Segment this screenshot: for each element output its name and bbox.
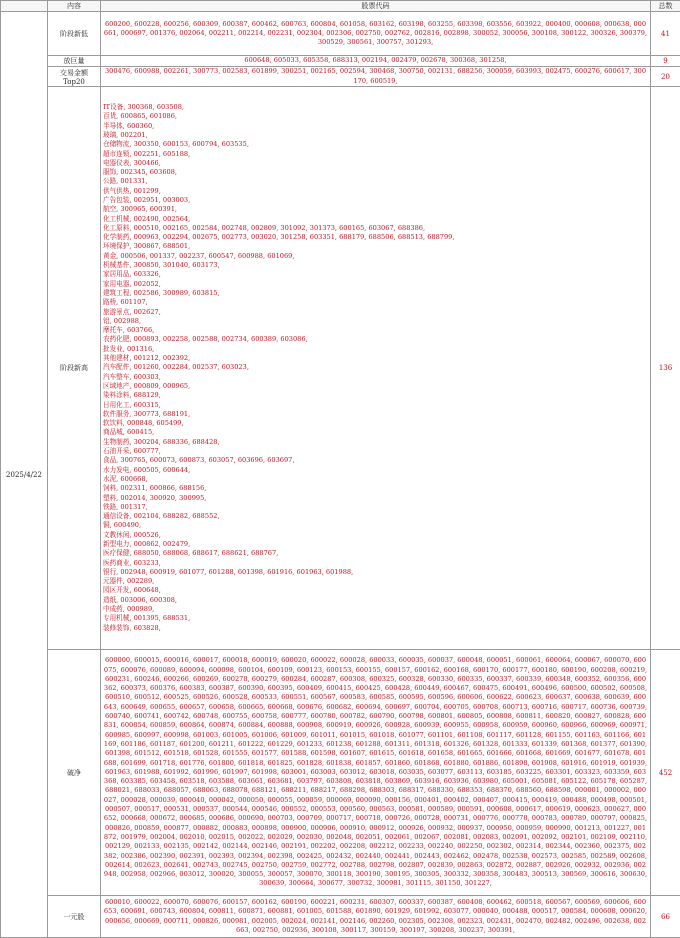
- row-count: 20: [651, 67, 680, 87]
- sector-line: 家居用品, 603326,: [103, 270, 648, 279]
- table-row: [1, 896, 680, 938]
- sector-line: 家用电器, 002052,: [103, 280, 648, 289]
- sector-line: 汽车整车, 600303,: [103, 373, 648, 382]
- table-row: [1, 12, 680, 56]
- row-count: 9: [651, 56, 680, 67]
- sector-line: 食品, 300765, 600073, 600873, 603057, 603696, 603697,: [103, 456, 648, 465]
- sector-line: 元器件, 002289,: [103, 577, 648, 586]
- sector-line: 其他建材, 001212, 002392,: [103, 354, 648, 363]
- row-label: 阶段新高: [48, 87, 101, 650]
- sector-line: 化工机械, 002490, 002564,: [103, 215, 648, 224]
- sector-line: 石油开采, 600777,: [103, 447, 648, 456]
- sector-line: 中成药, 000989,: [103, 605, 648, 614]
- sector-line: 文教休闲, 000526,: [103, 531, 648, 540]
- sector-line: 广告包装, 002951, 003003,: [103, 196, 648, 205]
- sector-line: 水力发电, 600505, 600644,: [103, 466, 648, 475]
- sector-line: 软饮料, 000848, 605499,: [103, 419, 648, 428]
- row-label: 交易金额Top20: [48, 67, 101, 87]
- sector-line: 化学制药, 000963, 002294, 002675, 002773, 003020, 301258, 603351, 688179, 688506, 688513, 688799,: [103, 233, 648, 242]
- sector-line: 软件服务, 300773, 688191,: [103, 410, 648, 419]
- sector-line: 路桥, 601107,: [103, 298, 648, 307]
- sector-line: 机械基件, 300850, 301040, 603173,: [103, 261, 648, 270]
- row-count: 136: [651, 87, 680, 650]
- sector-line: 区域地产, 000809, 000965,: [103, 382, 648, 391]
- row-codes: 600010, 600022, 600070, 600076, 600157, 600162, 600190, 600221, 600231, 600307, 600337, 600387, 600408, 600462, 600518, 600567, 600569, 600606, 600653, 600691, 600743, 600804, 600811, 600871, 600881, 601005, 601588, 601890, 601929, 601992, 603077, 000040, 000488, 000517, 000584, 000608, 000620, 000656, 000669, 000711, 000826, 000981, 002005, 002024, 002141, 002146, 002260, 002305, 002308, 002323, 002431, 002470, 002482, 002496, 002638, 002663, 002750, 002936, 300108, 300117, 300159, 300197, 300208, 300237, 300391,: [101, 896, 651, 938]
- sector-line: 装修装饰, 603828,: [103, 624, 648, 633]
- sector-line: 铝, 002988,: [103, 317, 648, 326]
- sector-line: 旅游景点, 002627,: [103, 308, 648, 317]
- sector-line: 水泥, 600668,: [103, 475, 648, 484]
- row-codes: 600200, 600228, 600256, 600309, 600387, 600462, 600763, 600804, 601058, 603162, 603198, 603255, 603398, 603556, 603922, 000400, 000608, 000638, 000661, 000697, 001376, 002064, 002211, 002214, 002231, 002304, 002306, 002750, 002762, 002816, 002898, 300052, 300056, 300108, 300122, 300326, 300379, 300529, 300561, 300757, 301293,: [101, 12, 651, 56]
- row-codes-list: [101, 87, 651, 650]
- sector-line: 生物制药, 300204, 688336, 688428,: [103, 438, 648, 447]
- row-codes: 600000, 600015, 600016, 600017, 600018, 600019, 600020, 600022, 600028, 600033, 600035, 600037, 600048, 600051, 600061, 600064, 600067, 600070, 600075, 600076, 600089, 600094, 600098, 600104, 600109, 600123, 600153, 600155, 600157, 600162, 600168, 600170, 600177, 600180, 600190, 600208, 600219, 600231, 600246, 600266, 600269, 600278, 600279, 600284, 600287, 600308, 600325, 600328, 600330, 600335, 600337, 600339, 600348, 600352, 600356, 600362, 600373, 600376, 600383, 600387, 600390, 600395, 600409, 600415, 600425, 600428, 600449, 600467, 600475, 600491, 600496, 600500, 600502, 600508, 600510, 600512, 600525, 600526, 600528, 600533, 600551, 600567, 600583, 600585, 600595, 600596, 600606, 600622, 600623, 600637, 600638, 600639, 600643, 600649, 600655, 600657, 600658, 600665, 600668, 600676, 600682, 600694, 600697, 600704, 600705, 600708, 600713, 600716, 600717, 600736, 600739, 600740, 600741, 600742, 600748, 600755, 600758, 600777, 600780, 600782, 600790, 600798, 600801, 600805, 600808, 600811, 600820, 600827, 600828, 600831, 600854, 600859, 600864, 600874, 600884, 600888, 600908, 600919, 600926, 600928, 600939, 600955, 600958, 600959, 600960, 600966, 600969, 600971, 600985, 600997, 600998, 601003, 601005, 601006, 601009, 601011, 601015, 601018, 601077, 601101, 601108, 601117, 601128, 601155, 601163, 601166, 601169, 601186, 601187, 601200, 601211, 601222, 601229, 601233, 601238, 601288, 601311, 601318, 601326, 601328, 601333, 601339, 601368, 601377, 601390, 601398, 601512, 601518, 601528, 601555, 601577, 601588, 601598, 601607, 601615, 601618, 601658, 601665, 601666, 601668, 601669, 601677, 601678, 601688, 601699, 601718, 601776, 601800, 601818, 601825, 601828, 601838, 601857, 601860, 601868, 601880, 601886, 601898, 601908, 601916, 601919, 601939, 601963, 601988, 601992, 601996, 601997, 601998, 603001, 603003, 603012, 603018, 603035, 603077, 603113, 603185, 603225, 603301, 603323, 603359, 603368, 603385, 603458, 603518, 603588, 603661, 603681, 603797, 603808, 603818, 603869, 603916, 603936, 603980, 605001, 605081, 605122, 605178, 605287, 688021, 688033, 688057, 688063, 688078, 688121, 688211, 688217, 688298, 688303, 688317, 688330, 688353, 688370, 688560, 688598, 000001, 000002, 000027, 000028, 000039, 000040, 000042, 000050, 000055, 000059, 000069, 000090, 000156, 000401, 000402, 000407, 000415, 000419, 000488, 000498, 000501, 000507, 000517, 000531, 000537, 000544, 000546, 000552, 000553, 000560, 000563, 000581, 000589, 000591, 000608, 000617, 000619, 000623, 000627, 000652, 000668, 000672, 000685, 000686, 000690, 000703, 000709, 000717, 000718, 000726, 000728, 000731, 000776, 000778, 000783, 000789, 000797, 000825, 000826, 000859, 000877, 000882, 000883, 000898, 000900, 000906, 000910, 000912, 000926, 000932, 000937, 000950, 000959, 000990, 001213, 001227, 001872, 001979, 002004, 002010, 002015, 002022, 002029, 002030, 002048, 002051, 002061, 002067, 002081, 002083, 002091, 002092, 002101, 002109, 002110, 002129, 002133, 002135, 002142, 002144, 002146, 002191, 002202, 002208, 002212, 002233, 002240, 002250, 002302, 002314, 002344, 002360, 002375, 002382, 002386, 002390, 002391, 002393, 002394, 002398, 002425, 002432, 002440, 002441, 002443, 002462, 002478, 002538, 002573, 002585, 002589, 002608, 002614, 002623, 002641, 002743, 002745, 002750, 002759, 002772, 002788, 002798, 002807, 002839, 002863, 002872, 002887, 002926, 002932, 002936, 002948, 002958, 002966, 003012, 300020, 300055, 300057, 300070, 300118, 300190, 300195, 300305, 300332, 300358, 300483, 300513, 300569, 300616, 300630, 300639, 300664, 300677, 300732, 300981, 301115, 301150, 301227,: [101, 650, 651, 896]
- sector-line: 医药商业, 603233,: [103, 559, 648, 568]
- sector-line: 园区开发, 600648,: [103, 586, 648, 595]
- sector-line: 超市连锁, 002251, 605188,: [103, 150, 648, 159]
- row-count: 452: [651, 650, 680, 896]
- sector-line: 半导体, 600360,: [103, 122, 648, 131]
- sector-line: 百货, 600865, 601086,: [103, 112, 648, 121]
- header-content: 内容: [48, 1, 101, 12]
- sector-line: 日用化工, 600315,: [103, 401, 648, 410]
- sector-line: 供气供热, 001299,: [103, 187, 648, 196]
- sector-line: 造纸, 003006, 600308,: [103, 596, 648, 605]
- row-count: 41: [651, 12, 680, 56]
- table-row: [1, 87, 680, 650]
- sector-line: 铁路, 001317,: [103, 503, 648, 512]
- row-count: 66: [651, 896, 680, 938]
- sector-line: 银行, 002948, 600919, 601077, 601288, 601398, 601916, 601963, 601988,: [103, 568, 648, 577]
- sector-line: 环境保护, 300867, 688501,: [103, 242, 648, 251]
- sector-line: IT设备, 300368, 603508,: [103, 103, 648, 112]
- row-codes: 300476, 600988, 002261, 300773, 002583, 601899, 300251, 002165, 002594, 300468, 300750, 002131, 688256, 300059, 603993, 002475, 600276, 600617, 300170, 600519,: [101, 67, 651, 87]
- row-label: 一元股: [48, 896, 101, 938]
- sector-line: 仓储物流, 300350, 600153, 600794, 603535,: [103, 140, 648, 149]
- sector-line: 玻璃, 002201,: [103, 131, 648, 140]
- sector-line: 公路, 001331,: [103, 177, 648, 186]
- sector-line: 服饰, 002345, 603608,: [103, 168, 648, 177]
- sector-line: 商品城, 600415,: [103, 428, 648, 437]
- header-date: [1, 1, 48, 12]
- sector-line: 汽车配件, 001260, 002284, 002537, 603023,: [103, 363, 648, 372]
- header-codes: 股票代码: [101, 1, 651, 12]
- sector-line: 新型电力, 000862, 002479,: [103, 540, 648, 549]
- row-label: 阶段新低: [48, 12, 101, 56]
- sector-line: 农药化肥, 000893, 002258, 002588, 002734, 600389, 603086,: [103, 335, 648, 344]
- sector-line: 染料涂料, 688129,: [103, 391, 648, 400]
- sector-line: 黄金, 000506, 001337, 002237, 600547, 600988, 601069,: [103, 252, 648, 261]
- table-row: [1, 67, 680, 87]
- row-label: 破净: [48, 650, 101, 896]
- sector-line: 批发业, 001316,: [103, 345, 648, 354]
- header-row: [1, 1, 680, 12]
- sector-line: 化工原料, 000510, 002165, 002584, 002748, 002809, 301092, 301373, 600165, 603067, 688386,: [103, 224, 648, 233]
- sector-line: 专用机械, 001395, 688531,: [103, 614, 648, 623]
- table-row: [1, 56, 680, 67]
- sector-line: 塑料, 002014, 300920, 300995,: [103, 494, 648, 503]
- sector-line: 航空, 300965, 600391,: [103, 205, 648, 214]
- sector-line: 通信设备, 002104, 688282, 688552,: [103, 512, 648, 521]
- header-count: 总数: [651, 1, 680, 12]
- sector-line: 建筑工程, 002586, 300989, 603815,: [103, 289, 648, 298]
- table-row: [1, 650, 680, 896]
- sector-line: 医疗保健, 688050, 688068, 688617, 688621, 688767,: [103, 549, 648, 558]
- sector-line: 铜, 600490,: [103, 521, 648, 530]
- row-label: 放巨量: [48, 56, 101, 67]
- sector-line: 电器仪表, 300466,: [103, 159, 648, 168]
- sector-line: 饲料, 002311, 600866, 688156,: [103, 484, 648, 493]
- sector-line: 摩托车, 603766,: [103, 326, 648, 335]
- row-codes: 600648, 605033, 605358, 688313, 002194, 002479, 002678, 300368, 301258,: [101, 56, 651, 67]
- date-cell: 2025/4/22: [1, 12, 48, 938]
